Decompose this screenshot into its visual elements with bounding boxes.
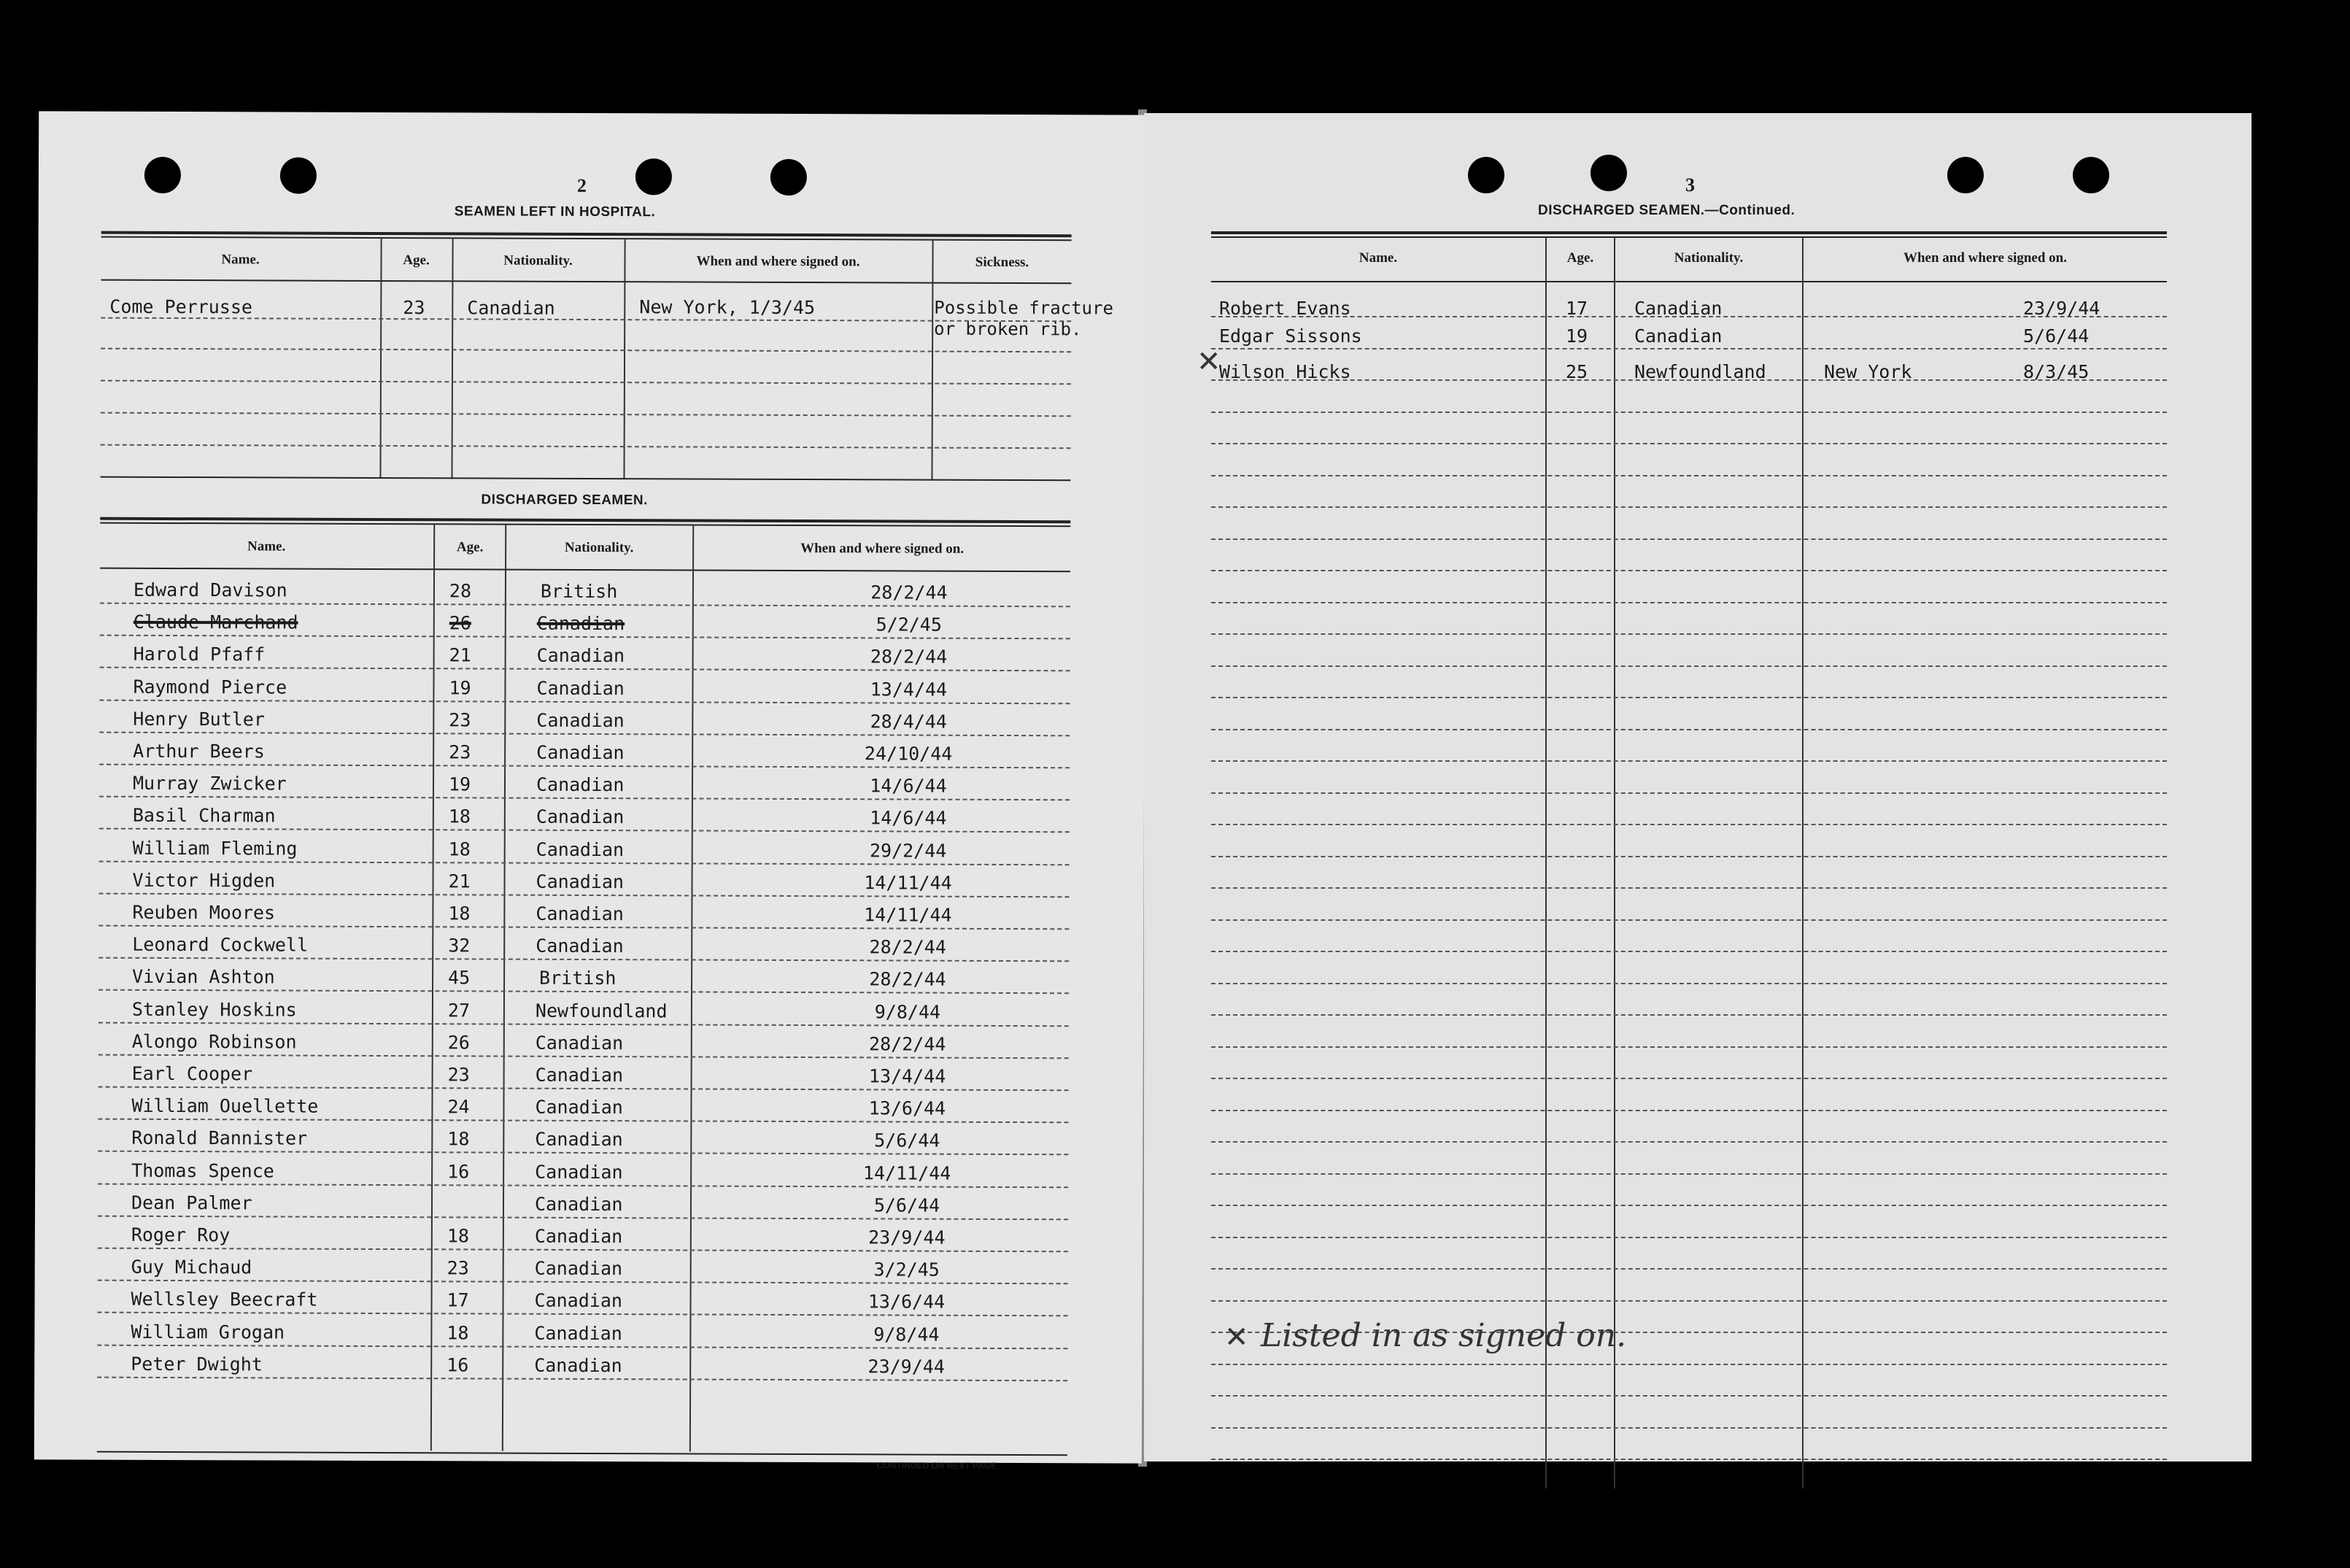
hospital-header-name: Name. bbox=[221, 252, 260, 268]
seaman-age: 18 bbox=[447, 1128, 470, 1150]
header-age: Age. bbox=[1566, 250, 1594, 266]
seaman-signed-on: 9/8/44 bbox=[874, 1000, 941, 1023]
hospital-section-title: SEAMEN LEFT IN HOSPITAL. bbox=[454, 204, 656, 220]
hospital-age: 23 bbox=[403, 297, 425, 319]
hospital-header-sickness: Sickness. bbox=[975, 254, 1029, 271]
seaman-age: 18 bbox=[447, 1321, 469, 1344]
handwritten-note: Listed in as signed on. bbox=[1261, 1317, 1627, 1354]
seaman-nationality: Canadian bbox=[535, 1032, 624, 1054]
x-mark: ✕ bbox=[1224, 1321, 1249, 1354]
seaman-signed-on: 13/4/44 bbox=[868, 1065, 946, 1087]
seaman-nationality: Canadian bbox=[534, 1257, 623, 1280]
seaman-name: Edward Davison bbox=[133, 579, 287, 601]
seaman-name: Robert Evans bbox=[1219, 298, 1351, 319]
seaman-signed-on: 24/10/44 bbox=[864, 743, 953, 765]
seaman-signed-on: 9/8/44 bbox=[873, 1323, 940, 1345]
seaman-age: 18 bbox=[447, 1225, 470, 1247]
seaman-nationality: Canadian bbox=[534, 1290, 623, 1312]
seaman-age: 19 bbox=[1566, 325, 1588, 347]
seaman-name: Peter Dwight bbox=[131, 1353, 263, 1375]
seaman-nationality: Canadian bbox=[535, 1161, 623, 1183]
hospital-header-nationality: Nationality. bbox=[503, 252, 573, 269]
seaman-name: Ronald Bannister bbox=[131, 1127, 308, 1150]
seaman-age: 23 bbox=[447, 1257, 469, 1279]
continued-note: CONTINUED ON NEXT PAGE. bbox=[876, 1460, 1000, 1471]
seaman-signed-on: 5/6/44 bbox=[873, 1194, 940, 1216]
right-page bbox=[1144, 113, 2252, 1461]
seaman-nationality: British bbox=[540, 580, 618, 603]
seaman-signed-on: 23/9/44 bbox=[2023, 298, 2100, 319]
seaman-signed-on: 3/2/45 bbox=[873, 1259, 940, 1281]
seaman-nationality: Canadian bbox=[536, 677, 625, 699]
seaman-nationality: Canadian bbox=[536, 773, 625, 796]
discharged-header-nationality: Nationality. bbox=[564, 539, 634, 556]
seaman-name: Roger Roy bbox=[131, 1224, 231, 1246]
seaman-nationality: Canadian bbox=[536, 838, 625, 860]
seaman-nationality: Canadian bbox=[535, 1129, 623, 1151]
seaman-name: Basil Charman bbox=[132, 805, 276, 827]
seaman-signed-on: 13/6/44 bbox=[868, 1097, 946, 1119]
seaman-signed-on: 5/6/44 bbox=[874, 1129, 940, 1152]
binder-hole bbox=[144, 157, 181, 193]
seaman-age: 23 bbox=[449, 741, 471, 763]
seaman-nationality: Canadian bbox=[535, 1096, 623, 1119]
seaman-age: 21 bbox=[449, 644, 471, 666]
seaman-name: William Fleming bbox=[132, 837, 298, 860]
seaman-nationality: Canadian bbox=[536, 903, 624, 925]
seaman-name: Alongo Robinson bbox=[131, 1030, 297, 1053]
seaman-name: Harold Pfaff bbox=[133, 644, 266, 665]
seaman-name: William Ouellette bbox=[131, 1094, 319, 1117]
seaman-name: Thomas Spence bbox=[131, 1159, 274, 1182]
seaman-signed-on: 28/2/44 bbox=[870, 646, 948, 668]
seaman-signed-on: 13/6/44 bbox=[867, 1291, 946, 1313]
seaman-nationality: Canadian bbox=[534, 1193, 623, 1215]
seaman-name: Edgar Sissons bbox=[1219, 325, 1362, 347]
seaman-name: Arthur Beers bbox=[133, 740, 265, 762]
seaman-name: Reuben Moores bbox=[132, 901, 276, 924]
seaman-age: 23 bbox=[447, 1064, 470, 1086]
seaman-age: 18 bbox=[448, 838, 471, 860]
seaman-nationality: Canadian bbox=[534, 1354, 622, 1376]
seaman-age: 19 bbox=[449, 676, 471, 699]
binder-hole bbox=[280, 158, 317, 194]
header-signed-on: When and where signed on. bbox=[1903, 250, 2067, 266]
discharged-header-name: Name. bbox=[247, 538, 286, 555]
hospital-sickness-line1: Possible fracture bbox=[934, 297, 1113, 319]
seaman-nationality: Canadian bbox=[536, 645, 625, 667]
seaman-age: 27 bbox=[447, 999, 471, 1021]
seaman-nationality: Canadian bbox=[535, 1064, 624, 1086]
discharged-header-age: Age. bbox=[456, 539, 484, 555]
seaman-signed-on: 8/3/45 bbox=[2023, 361, 2090, 382]
hospital-header-age: Age. bbox=[403, 252, 430, 269]
seaman-age: 26 bbox=[447, 1032, 470, 1054]
seaman-age: 32 bbox=[448, 935, 471, 957]
seaman-name: Claude Marchand bbox=[133, 611, 298, 633]
binder-hole bbox=[635, 158, 672, 195]
seaman-name: William Grogan bbox=[131, 1321, 285, 1343]
seaman-signed-on: 28/2/44 bbox=[869, 968, 946, 991]
page-number: 3 bbox=[1685, 174, 1695, 196]
seaman-nationality: Canadian bbox=[536, 935, 624, 957]
page-number: 2 bbox=[576, 174, 587, 196]
hospital-nationality: Canadian bbox=[467, 297, 555, 319]
seaman-signed-on: 28/2/44 bbox=[869, 1033, 946, 1055]
seaman-name: Stanley Hoskins bbox=[131, 998, 297, 1021]
seaman-signed-on: 28/2/44 bbox=[869, 936, 946, 958]
seaman-nationality: Canadian bbox=[536, 709, 625, 731]
seaman-age: 26 bbox=[449, 612, 471, 634]
binder-hole bbox=[1468, 157, 1504, 193]
seaman-age: 18 bbox=[448, 806, 471, 827]
hospital-name: Come Perrusse bbox=[109, 296, 253, 318]
hospital-signed-on: New York, 1/3/45 bbox=[639, 296, 816, 319]
seaman-nationality: Canadian bbox=[536, 612, 625, 635]
seaman-name: Raymond Pierce bbox=[133, 676, 287, 698]
seaman-signed-on: 13/4/44 bbox=[870, 678, 948, 700]
seaman-name: Earl Cooper bbox=[131, 1062, 253, 1085]
seaman-signed-on: 29/2/44 bbox=[869, 839, 947, 862]
seaman-name: Murray Zwicker bbox=[132, 772, 287, 795]
seaman-nationality: Canadian bbox=[536, 870, 625, 892]
seaman-nationality: Canadian bbox=[534, 1322, 622, 1344]
seaman-age: 25 bbox=[1566, 361, 1588, 382]
binder-hole bbox=[2073, 157, 2109, 193]
seaman-name: Dean Palmer bbox=[131, 1192, 252, 1214]
seaman-nationality: Newfoundland bbox=[535, 1000, 668, 1021]
seaman-age: 28 bbox=[449, 580, 472, 602]
seaman-signed-on: 14/11/44 bbox=[864, 872, 952, 894]
seaman-nationality: British bbox=[539, 968, 617, 989]
seaman-nationality: Canadian bbox=[536, 806, 625, 828]
seaman-signed-on: 23/9/44 bbox=[868, 1227, 946, 1248]
hospital-header-signed-on: When and where signed on. bbox=[696, 253, 860, 270]
seaman-nationality: Canadian bbox=[534, 1225, 623, 1248]
seaman-signed-on: 14/6/44 bbox=[870, 807, 947, 830]
seaman-age: 16 bbox=[447, 1354, 469, 1376]
binder-hole bbox=[770, 159, 807, 196]
left-page bbox=[34, 111, 1146, 1471]
seaman-age: 16 bbox=[447, 1160, 470, 1183]
seaman-signed-on: 5/2/45 bbox=[876, 614, 942, 636]
seaman-name: Victor Higden bbox=[132, 869, 276, 892]
seaman-nationality: Canadian bbox=[1634, 298, 1723, 319]
discharged-continued-title: DISCHARGED SEAMEN.—Continued. bbox=[1538, 203, 1796, 218]
discharged-section-title: DISCHARGED SEAMEN. bbox=[481, 492, 648, 509]
hospital-sickness-line2: or broken rib. bbox=[934, 318, 1082, 340]
seaman-signed-on: 14/11/44 bbox=[864, 904, 952, 926]
seaman-age: 17 bbox=[447, 1289, 469, 1311]
seaman-age: 18 bbox=[448, 903, 471, 924]
x-mark: ✕ bbox=[1197, 345, 1221, 379]
seaman-signed-on: 28/4/44 bbox=[870, 711, 948, 733]
seaman-age: 23 bbox=[449, 709, 471, 731]
seaman-signed-on: 23/9/44 bbox=[867, 1356, 945, 1378]
header-name: Name. bbox=[1358, 250, 1398, 266]
seaman-signed-on: 14/6/44 bbox=[870, 775, 947, 797]
binder-hole bbox=[1947, 157, 1984, 193]
seaman-nationality: Canadian bbox=[1634, 325, 1723, 347]
seaman-name: Henry Butler bbox=[133, 708, 265, 730]
seaman-name: Guy Michaud bbox=[131, 1256, 252, 1278]
seaman-signed-on: 28/2/44 bbox=[870, 582, 948, 603]
seaman-age: 19 bbox=[448, 773, 471, 795]
seaman-signed-on: 14/11/44 bbox=[862, 1162, 951, 1184]
discharged-header-signed-on: When and where signed on. bbox=[800, 541, 965, 557]
seaman-nationality: Canadian bbox=[536, 741, 625, 764]
seaman-age: 21 bbox=[448, 870, 471, 892]
seaman-age: 24 bbox=[447, 1096, 470, 1118]
seaman-name: Leonard Cockwell bbox=[132, 933, 309, 956]
header-nationality: Nationality. bbox=[1674, 250, 1744, 266]
seaman-age: 45 bbox=[448, 967, 471, 989]
seaman-age: 17 bbox=[1566, 298, 1588, 319]
binder-hole bbox=[1590, 155, 1627, 191]
seaman-name: Wilson Hicks bbox=[1219, 361, 1351, 382]
seaman-name: Vivian Ashton bbox=[132, 966, 275, 988]
seaman-signed-on-place: New York bbox=[1824, 361, 1912, 382]
seaman-name: Wellsley Beecraft bbox=[131, 1289, 318, 1311]
seaman-nationality: Newfoundland bbox=[1634, 361, 1766, 382]
seaman-signed-on: 5/6/44 bbox=[2023, 325, 2090, 347]
